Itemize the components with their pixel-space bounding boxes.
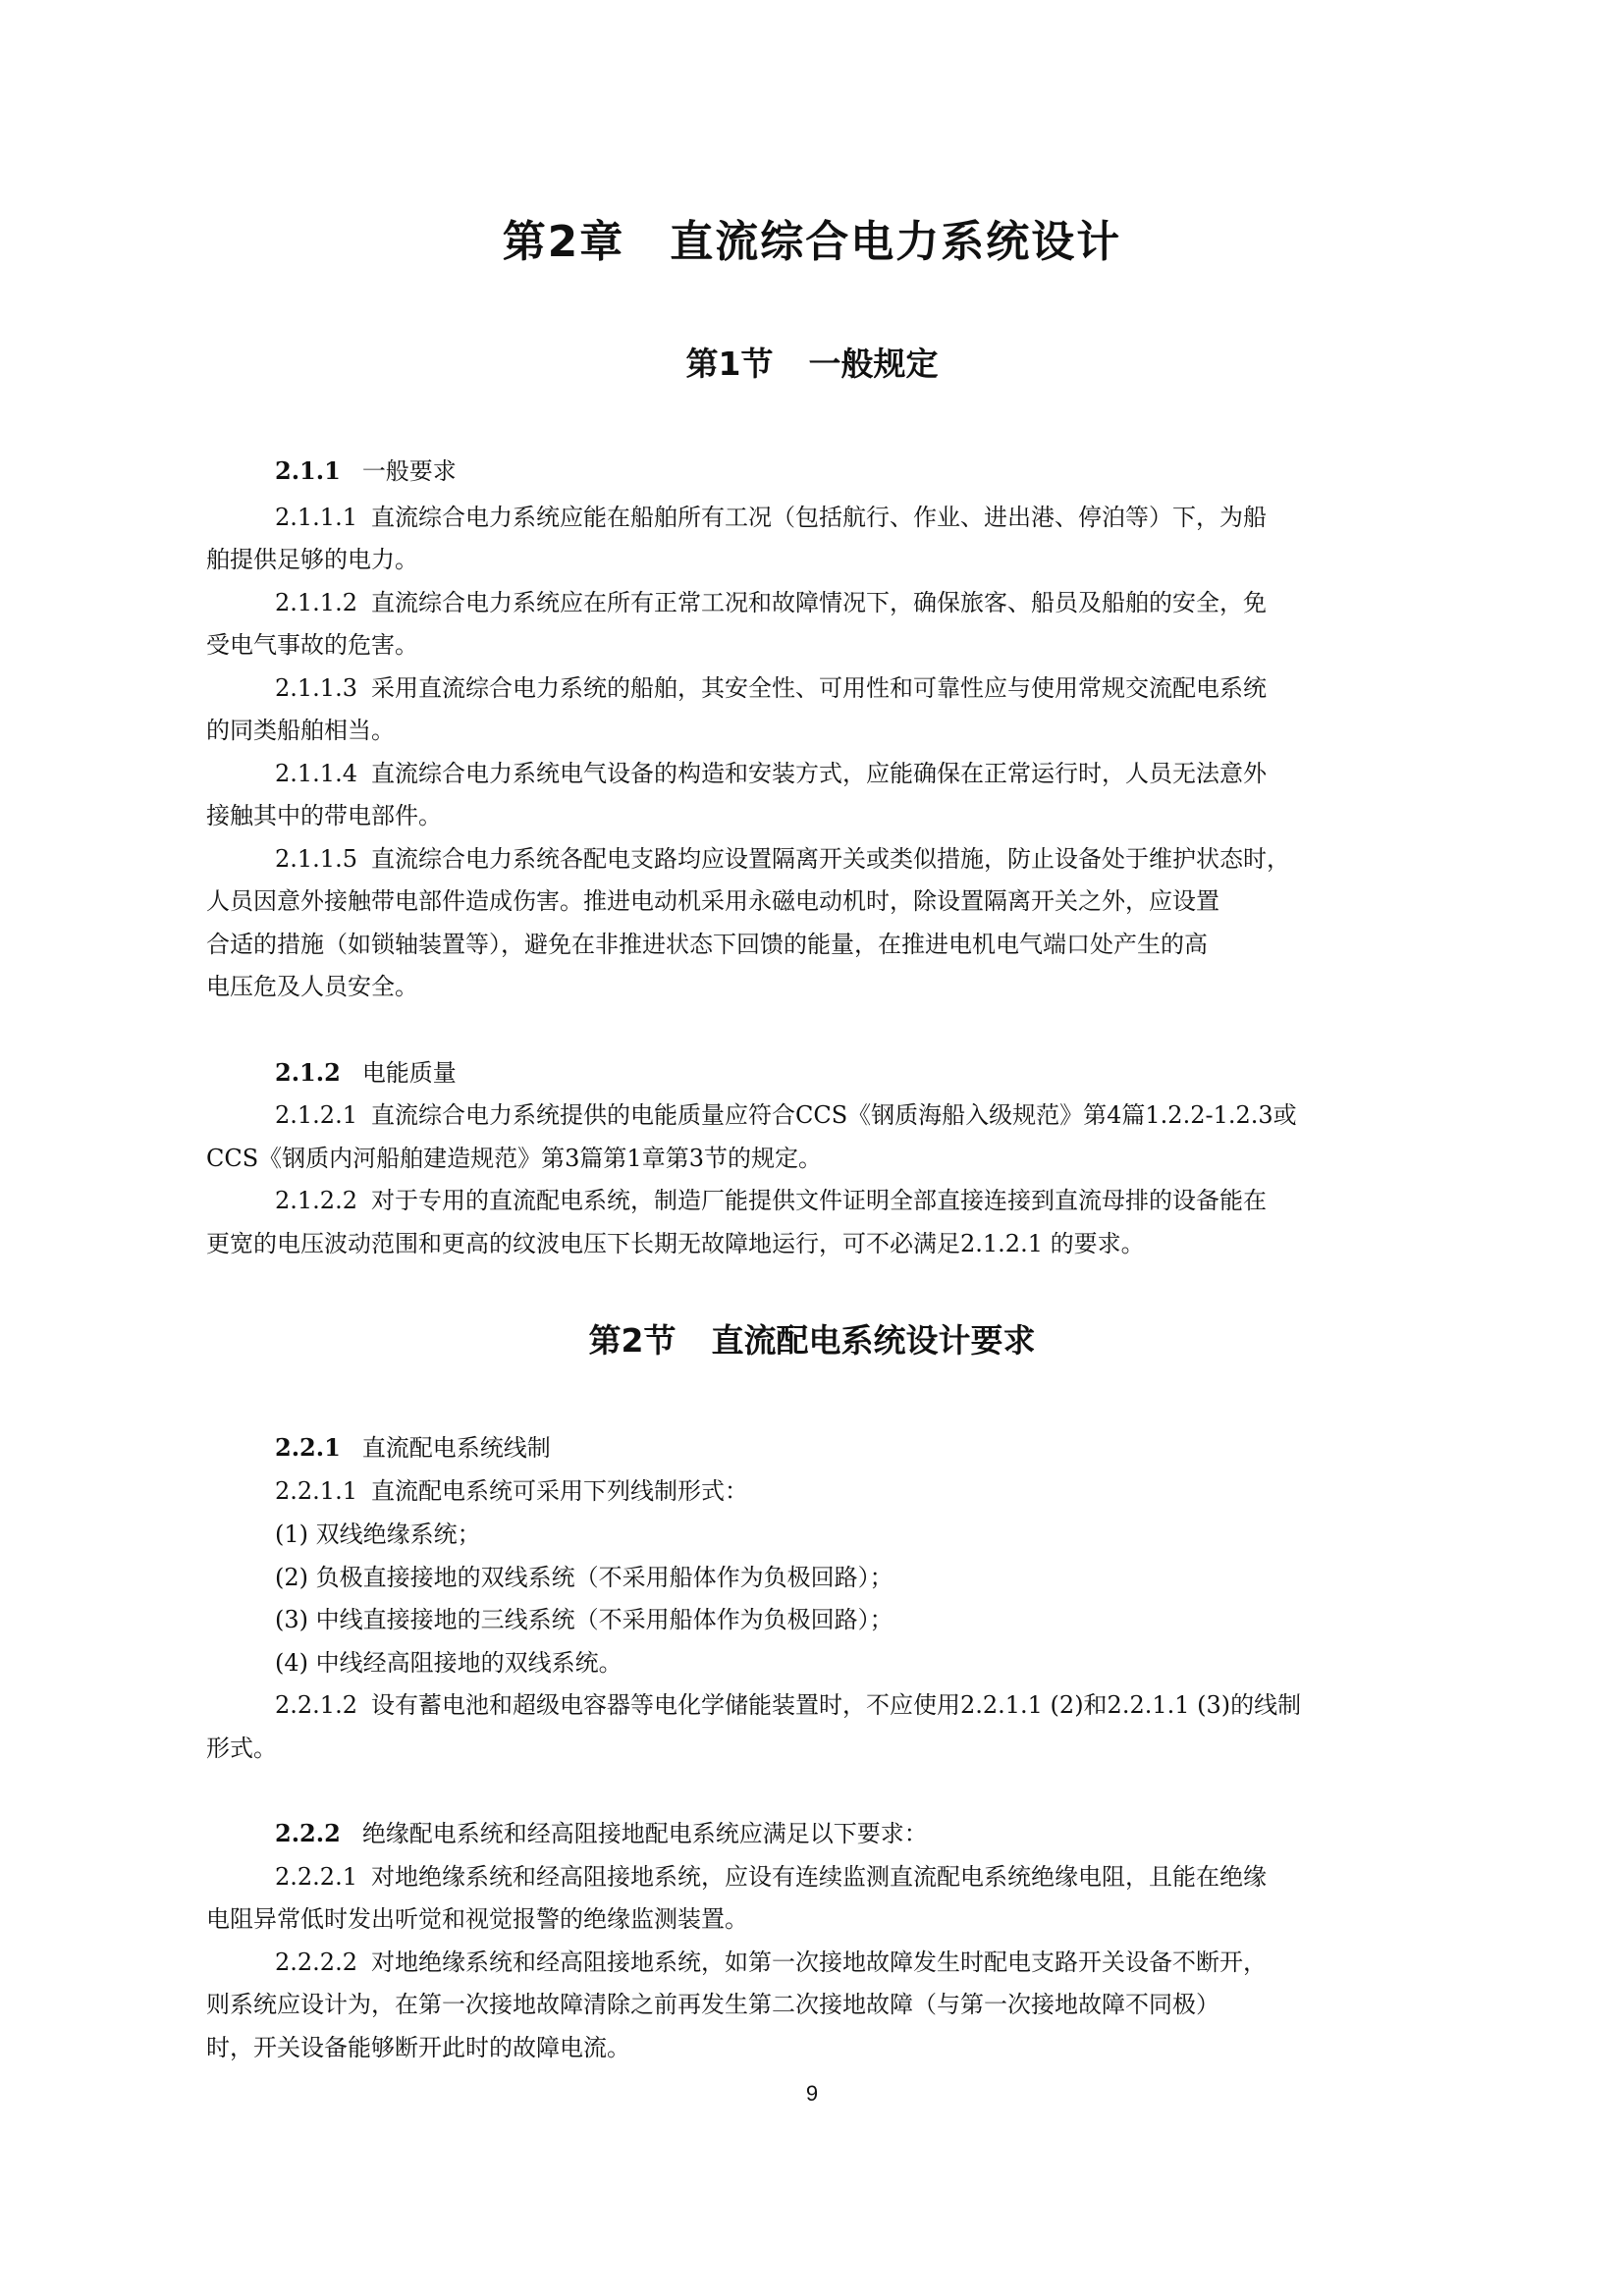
clause-2-1-1-1 [275,503,1267,532]
clause-2-2-1-2 [275,1690,1301,1720]
page-number: 9 [805,2081,819,2106]
clause-number: 2.2.1.1 [275,1477,357,1505]
clause-line: CCS《钢质内河船舶建造规范》第3篇第1章第3节的规定。 [206,1145,822,1172]
heading-text: 电能质量 [361,1059,457,1087]
heading-number: 2.2.1 [275,1433,341,1462]
clause-line: 合适的措施（如锁轴装置等），避免在非推进状态下回馈的能量，在推进电机电气端口处产生的高 [206,931,1208,958]
list-item: (3) 中线直接接地的三线系统（不采用船体作为负极回路）； [275,1606,893,1633]
heading-number: 2.1.2 [275,1058,341,1087]
heading-2-2-1 [275,1433,551,1463]
clause-line: 的同类船舶相当。 [206,717,395,744]
heading-text: 一般要求 [361,457,457,485]
clause-line: 电阻异常低时发出听觉和视觉报警的绝缘监测装置。 [206,1905,748,1933]
clause-2-1-1-3 [275,673,1267,703]
clause-2-2-2-1 [275,1862,1267,1892]
section-2-title [0,1315,1624,1362]
clause-number: 2.2.2.2 [275,1949,357,1976]
clause-2-1-1-4 [275,759,1267,788]
clause-line: 接触其中的带电部件。 [206,802,442,829]
clause-number: 2.1.2.2 [275,1187,357,1214]
heading-text: 直流配电系统线制 [361,1434,551,1462]
clause-line: 更宽的电压波动范围和更高的纹波电压下长期无故障地运行，可不必满足2.1.2.1 的要求。 [206,1230,1145,1257]
heading-number: 2.1.1 [275,456,341,485]
clause-number: 2.1.1.1 [275,504,357,531]
clause-text: 直流综合电力系统提供的电能质量应符合CCS《钢质海船入级规范》第4篇1.2.2-1.2.3或 [370,1101,1297,1129]
section-1-number: 第1节 [685,345,774,383]
list-item: (2) 负极直接接地的双线系统（不采用船体作为负极回路）； [275,1564,893,1591]
chapter-title: 第2章 直流综合电力系统设计 [502,217,1122,267]
heading-number: 2.2.2 [275,1819,341,1847]
heading-2-2-2 [275,1819,928,1848]
clause-line: 电压危及人员安全。 [206,973,418,1000]
list-item: (1) 双线绝缘系统； [275,1521,481,1548]
clause-text: 对地绝缘系统和经高阻接地系统，如第一次接地故障发生时配电支路开关设备不断开， [370,1949,1267,1976]
heading-2-1-2 [275,1058,457,1088]
clause-text: 直流配电系统可采用下列线制形式： [370,1477,748,1505]
clause-text: 设有蓄电池和超级电容器等电化学储能装置时，不应使用2.2.1.1 (2)和2.2.1.1 (3)的线制 [370,1691,1302,1719]
clause-line: 时，开关设备能够断开此时的故障电流。 [206,2034,630,2061]
clause-2-1-2-1 [275,1100,1297,1130]
list-item: (4) 中线经高阻接地的双线系统。 [275,1649,623,1677]
clause-number: 2.2.1.2 [275,1691,357,1719]
clause-text: 对于专用的直流配电系统，制造厂能提供文件证明全部直接连接到直流母排的设备能在 [370,1187,1267,1214]
heading-2-1-1 [275,456,457,486]
clause-line: 人员因意外接触带电部件造成伤害。推进电动机采用永磁电动机时，除设置隔离开关之外，应设置 [206,887,1219,915]
clause-2-2-2-2 [275,1948,1267,1977]
clause-2-1-1-2 [275,588,1267,617]
section-2-heading: 直流配电系统设计要求 [711,1321,1036,1360]
clause-number: 2.2.2.1 [275,1863,357,1891]
section-2-number: 第2节 [588,1321,677,1360]
section-1-heading: 一般规定 [808,345,939,383]
clause-text: 对地绝缘系统和经高阻接地系统，应设有连续监测直流配电系统绝缘电阻，且能在绝缘 [370,1863,1267,1891]
clause-text: 直流综合电力系统应在所有正常工况和故障情况下，确保旅客、船员及船舶的安全，免 [370,589,1267,616]
clause-line: 则系统应设计为，在第一次接地故障清除之前再发生第二次接地故障（与第一次接地故障不同极） [206,1991,1219,2018]
clause-number: 2.1.1.4 [275,760,357,787]
clause-text: 直流综合电力系统电气设备的构造和安装方式，应能确保在正常运行时，人员无法意外 [370,760,1267,787]
clause-2-2-1-1 [275,1476,748,1506]
section-1-title [0,339,1624,385]
clause-2-1-2-2 [275,1186,1267,1215]
heading-text: 绝缘配电系统和经高阻接地配电系统应满足以下要求： [361,1820,928,1847]
clause-text: 采用直流综合电力系统的船舶，其安全性、可用性和可靠性应与使用常规交流配电系统 [370,674,1267,702]
clause-line: 受电气事故的危害。 [206,631,418,659]
clause-2-1-1-5 [275,844,1290,874]
clause-text: 直流综合电力系统各配电支路均应设置隔离开关或类似措施，防止设备处于维护状态时， [370,845,1290,873]
clause-number: 2.1.2.1 [275,1101,357,1129]
clause-line: 舶提供足够的电力。 [206,546,418,573]
clause-number: 2.1.1.3 [275,674,357,702]
clause-line: 形式。 [206,1735,277,1762]
clause-text: 直流综合电力系统应能在船舶所有工况（包括航行、作业、进出港、停泊等）下，为船 [370,504,1267,531]
clause-number: 2.1.1.5 [275,845,357,873]
clause-number: 2.1.1.2 [275,589,357,616]
